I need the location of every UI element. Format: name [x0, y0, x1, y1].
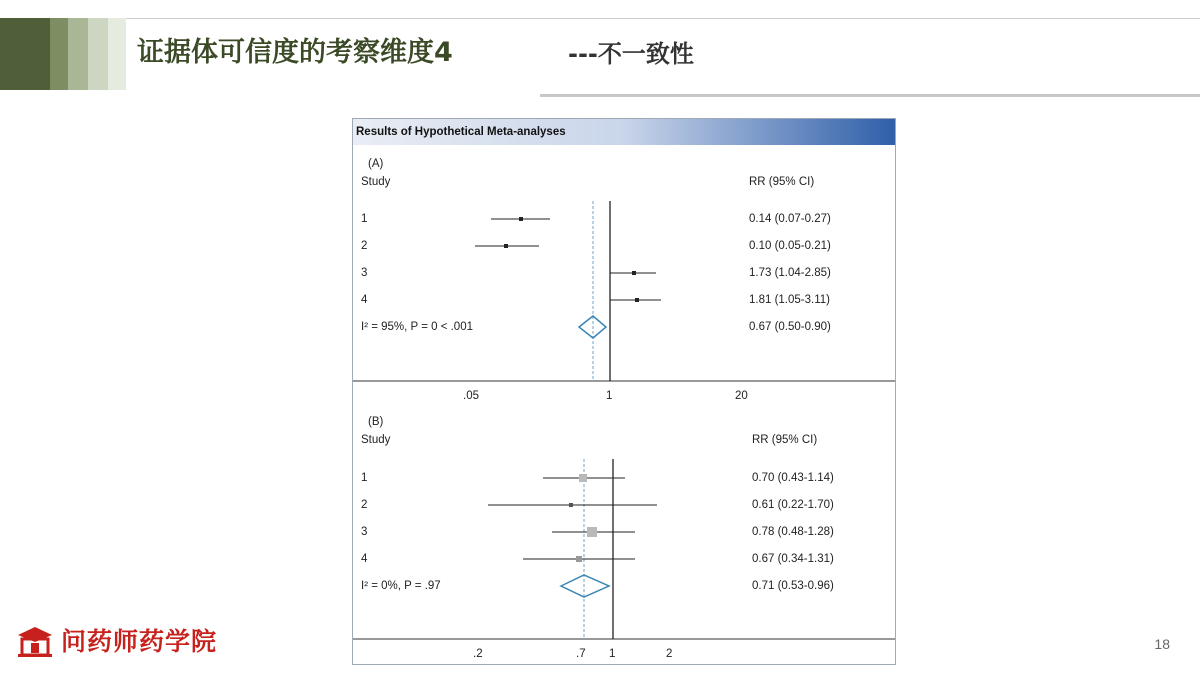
panel-b-tick-label: .7 [576, 648, 586, 660]
header-decoration-block [0, 18, 50, 90]
panel-a-rr-value: 1.81 (1.05-3.11) [749, 294, 830, 306]
panel-a-tick-label: 1 [606, 390, 613, 402]
panel-b-study-header: Study [361, 434, 391, 446]
page-number: 18 [1154, 636, 1170, 652]
header-decoration-block [68, 18, 88, 90]
panel-b-rr-value: 0.78 (0.48-1.28) [752, 526, 834, 538]
panel-a-study-label: 2 [361, 240, 368, 252]
panel-b-tick-label: .2 [473, 648, 483, 660]
slide-title: 证据体可信度的考察维度4 [137, 37, 453, 68]
panel-b-pooled-diamond [561, 575, 609, 597]
panel-a-tick-label: 20 [735, 390, 748, 402]
panel-a-study-label: 4 [361, 294, 368, 306]
panel-b-rr-header: RR (95% CI) [752, 434, 818, 446]
header-underline [540, 94, 1200, 97]
panel-b-rr-value: 0.67 (0.34-1.31) [752, 553, 834, 565]
panel-b-study-label: 3 [361, 526, 368, 538]
slide-subtitle: ---不一致性 [568, 40, 694, 68]
school-icon [16, 625, 54, 659]
panel-b-label: (B) [368, 416, 384, 428]
panel-b-study-label: 2 [361, 499, 368, 511]
panel-b-tick-label: 1 [609, 648, 616, 660]
panel-b-study-label: 4 [361, 553, 368, 565]
header-decoration-block [108, 18, 126, 90]
panel-a-label: (A) [368, 158, 384, 170]
header-decoration-block [88, 18, 108, 90]
panel-b-study-label: 1 [361, 472, 368, 484]
panel-a-study-header: Study [361, 176, 391, 188]
panel-b-point-4 [576, 556, 582, 562]
panel-b-pooled-rr-value: 0.71 (0.53-0.96) [752, 580, 834, 592]
panel-a-study-label: 3 [361, 267, 368, 279]
figure-title: Results of Hypothetical Meta-analyses [356, 126, 566, 138]
panel-b-point-1 [579, 474, 587, 482]
header-top-rule [126, 18, 1200, 19]
panel-a-rr-header: RR (95% CI) [749, 176, 815, 188]
panel-b-point-2 [569, 503, 573, 507]
panel-a-study-label: 1 [361, 213, 368, 225]
panel-b-heterogeneity-label: I² = 0%, P = .97 [361, 580, 441, 592]
panel-a-point-3 [632, 271, 636, 275]
panel-a-rr-value: 0.14 (0.07-0.27) [749, 213, 831, 225]
forest-plot-figure [352, 118, 896, 665]
panel-a-point-2 [504, 244, 508, 248]
panel-a-pooled-rr-value: 0.67 (0.50-0.90) [749, 321, 831, 333]
header-decoration-block [50, 18, 68, 90]
panel-a-point-4 [635, 298, 639, 302]
panel-a-tick-label: .05 [463, 390, 479, 402]
panel-a-rr-value: 0.10 (0.05-0.21) [749, 240, 831, 252]
panel-a-point-1 [519, 217, 523, 221]
panel-b-point-3 [587, 527, 597, 537]
panel-a-rr-value: 1.73 (1.04-2.85) [749, 267, 831, 279]
panel-b-tick-label: 2 [666, 648, 673, 660]
brand-name: 问药师药学院 [61, 627, 218, 656]
panel-a-heterogeneity-label: I² = 95%, P = 0 < .001 [361, 321, 473, 333]
panel-b-rr-value: 0.70 (0.43-1.14) [752, 472, 834, 484]
panel-b-rr-value: 0.61 (0.22-1.70) [752, 499, 834, 511]
